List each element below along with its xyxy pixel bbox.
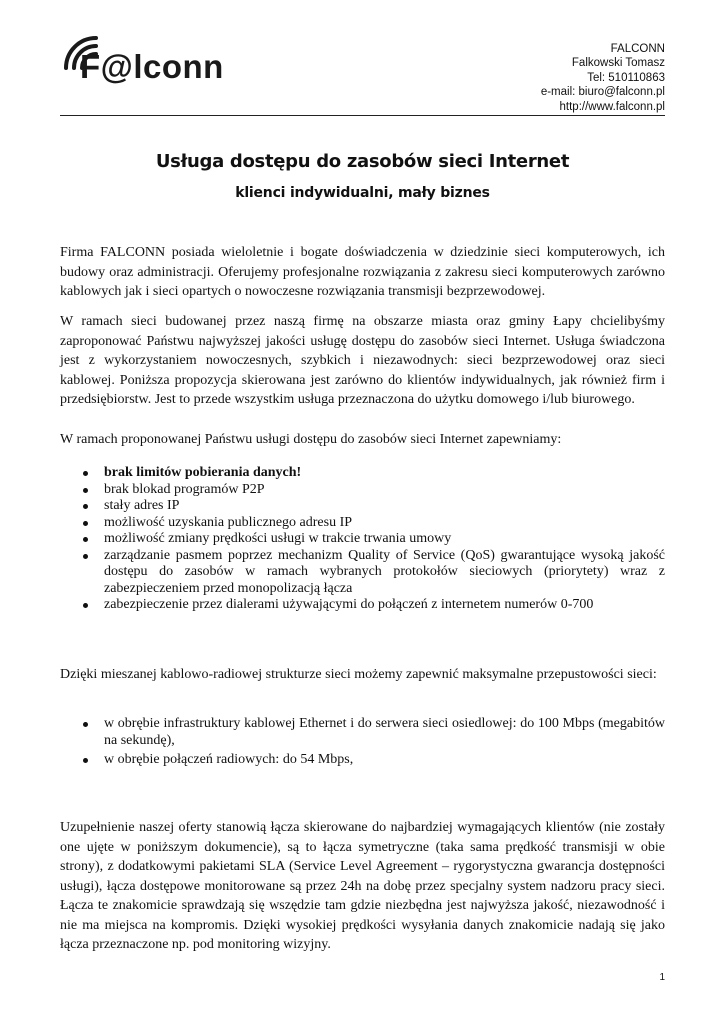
logo-text: F@lconn xyxy=(80,48,224,85)
document-title: Usługa dostępu do zasobów sieci Internet xyxy=(155,151,570,172)
page-number: 1 xyxy=(659,972,665,983)
list-item: w obrębie połączeń radiowych: do 54 Mbps, xyxy=(60,752,665,769)
phone-number: Tel: 510110863 xyxy=(587,71,665,84)
list-item: możliwość zmiany prędkości usługi w trakcie trwania umowy xyxy=(60,531,665,548)
company-name: FALCONN xyxy=(610,43,665,55)
features-list xyxy=(60,465,665,614)
list-item: zarządzanie pasmem poprzez mechanizm Quality of Service (QoS) gwarantujące wysoką jakość dostępu do zasobów w ramach wybranych protokołów sieciowych (priorytety) wraz z zabezpieczeniem przed monopolizacją łącza xyxy=(60,548,665,598)
throughput-intro-paragraph: Dzięki mieszanej kablowo-radiowej strukturze sieci możemy zapewnić maksymalne przepustowości sieci: xyxy=(60,667,657,682)
document-subtitle: klienci indywidualni, mały biznes xyxy=(235,185,490,201)
list-item: w obrębie infrastruktury kablowej Ethernet i do serwera sieci osiedlowej: do 100 Mbps (megabitów na sekundę), xyxy=(60,716,665,749)
email-address: e-mail: biuro@falconn.pl xyxy=(540,86,665,99)
list-item: możliwość uzyskania publicznego adresu IP xyxy=(60,515,665,532)
list-item: zabezpieczenie przez dialerami używającymi do połączeń z internetem numerów 0-700 xyxy=(60,597,665,614)
list-item: brak blokad programów P2P xyxy=(60,482,665,499)
list-item: stały adres IP xyxy=(60,498,665,515)
offer-paragraph: W ramach sieci budowanej przez naszą firmę na obszarze miasta oraz gminy Łapy chcielibyśmy zaproponować Państwu najwyższej jakości usługę dostępu do zasobów sieci Internet. Usługa świadczona jest z wykorzystaniem nowoczesnych, szybkich i niezawodnych: sieci bezprzewodowej oraz sieci kablowej. Poniższa propozycja skierowana jest zarówno do klientów indywidualnych, jak również firm i przedsiębiorstw. Jest to przede wszystkim usługa przeznaczona do użytku domowego i/lub biurowego. xyxy=(60,314,665,407)
throughput-list xyxy=(60,716,665,772)
business-paragraph: Uzupełnienie naszej oferty stanowią łącza skierowane do najbardziej wymagających klientów (nie zostały one ujęte w poniższym dokumencie), są to łącza symetryczne (taka sama prędkość transmisji w obie strony), z dodatkowymi pakietami SLA (Service Level Agreement – rygorystyczna gwarancja dostępności usługi), łącza dostępowe monitorowane są przez 24h na dobę przez specjalny system nadzoru pracy sieci. Łącza te znakomicie sprawdzają się wszędzie tam gdzie niezbędna jest najwyższa jakość, niezawodność i nie ma miejsca na kompromis. Dzięki wysokiej prędkości wysyłania danych znakomicie nadają się jako łącza przeznaczone np. pod monitoring wizyjny. xyxy=(60,820,665,952)
owner-name: Falkowski Tomasz xyxy=(571,57,665,70)
contact-block xyxy=(541,42,665,114)
features-intro-paragraph: W ramach proponowanej Państwu usługi dostępu do zasobów sieci Internet zapewniamy: xyxy=(60,432,562,447)
header-divider xyxy=(60,115,665,116)
website-link[interactable]: http://www.falconn.pl xyxy=(559,100,665,113)
list-item: brak limitów pobierania danych! xyxy=(60,465,665,482)
intro-paragraph: Firma FALCONN posiada wieloletnie i bogate doświadczenia w dziedzinie sieci komputerowych, ich budowy oraz administracji. Oferujemy profesjonalne rozwiązania z zakresu sieci komputerowych zarówno kablowych jak i sieci opartych o nowoczesne rozwiązania transmisji bezprzewodowej. xyxy=(60,245,665,299)
